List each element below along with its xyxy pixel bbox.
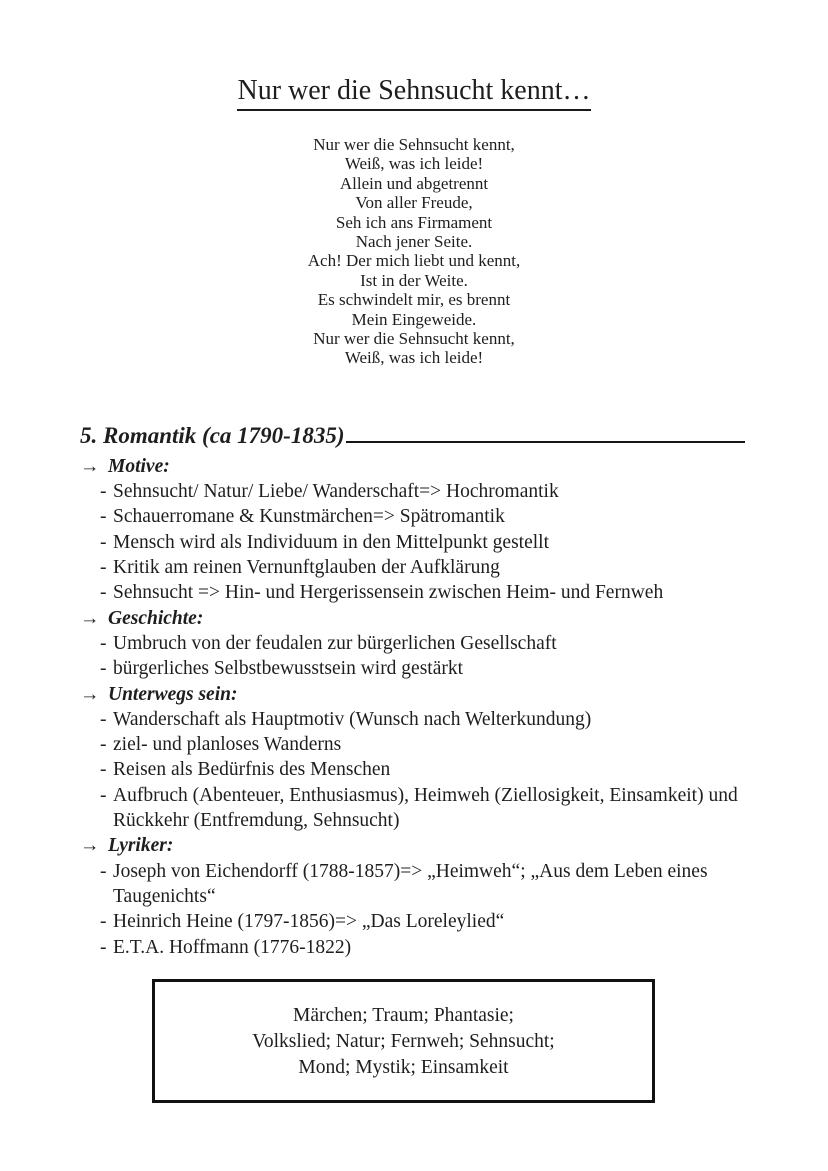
list-item [80,631,745,656]
list-item [80,859,745,910]
list-item [80,580,745,605]
list-item [80,757,745,782]
bullet-dash: - [100,582,107,604]
heading-underscore-rule [346,441,746,443]
bullet-dash: - [100,481,107,503]
section-heading [80,422,745,449]
list-item [80,909,745,934]
list-item-text: Kritik am reinen Vernunftglauben der Aufklärung [113,557,500,579]
poem-line: Nach jener Seite. [355,232,473,252]
poem-line: Ist in der Weite. [360,270,468,290]
list-item [80,732,745,757]
keyword-line: Volkslied; Natur; Fernweh; Sehnsucht; [252,1031,555,1052]
list-item-text: Schauerromane & Kunstmärchen=> Spätromantik [113,506,505,528]
bullet-dash: - [100,708,107,730]
poem-line: Mein Eingeweide. [351,309,477,329]
list-item-text: Heinrich Heine (1797-1856)=> „Das Loreleylied“ [113,911,505,933]
list-item-text: Umbruch von der feudalen zur bürgerlichen Gesellschaft [113,632,557,654]
poem [0,135,828,368]
keyword-line: Mond; Mystik; Einsamkeit [298,1057,509,1078]
bullet-dash: - [100,531,107,553]
group-label-geschichte [80,606,745,631]
bullet-dash: - [100,759,107,781]
section-romantik [0,422,828,960]
section-heading-text: 5. Romantik (ca 1790-1835) [80,422,345,448]
group-label-unterwegs-sein [80,682,745,707]
keyword-line: Märchen; Traum; Phantasie; [293,1005,514,1026]
right-arrow-icon: → [80,835,100,857]
list-item [80,504,745,529]
list-item-text: Sehnsucht => Hin- und Hergerissensein zwischen Heim- und Fernweh [113,582,664,604]
poem-line: Nur wer die Sehnsucht kennt, [313,329,515,349]
poem-line: Es schwindelt mir, es brennt [317,290,511,310]
group-label-lyriker [80,833,745,858]
bullet-dash: - [100,632,107,654]
bullet-dash: - [100,784,107,806]
keywords-box [152,979,655,1103]
bullet-dash: - [100,860,107,882]
list-item-text: bürgerliches Selbstbewusstsein wird gestärkt [113,658,464,680]
list-item-text: E.T.A. Hoffmann (1776-1822) [113,936,352,958]
group-label-text: Geschichte: [108,607,204,629]
poem-line: Nur wer die Sehnsucht kennt, [313,135,515,154]
list-item-text: Reisen als Bedürfnis des Menschen [113,759,391,781]
group-label-text: Unterwegs sein: [108,683,238,705]
list-item [80,707,745,732]
bullet-dash: - [100,506,107,528]
poem-line: Seh ich ans Firmament [335,212,493,232]
list-item [80,555,745,580]
bullet-dash: - [100,936,107,958]
list-item-text: Wanderschaft als Hauptmotiv (Wunsch nach Welterkundung) [113,708,592,730]
page-title [0,0,828,111]
poem-line: Weiß, was ich leide! [344,348,484,368]
group-label-text: Motive: [108,455,170,477]
poem-line: Weiß, was ich leide! [344,154,484,174]
poem-line: Von aller Freude, [355,193,473,213]
right-arrow-icon: → [80,455,100,477]
outline-list [80,454,745,960]
right-arrow-icon: → [80,683,100,705]
list-item [80,783,745,834]
bullet-dash: - [100,658,107,680]
list-item [80,656,745,681]
group-label-text: Lyriker: [108,835,174,857]
list-item-text: ziel- und planloses Wanderns [113,734,342,756]
list-item [80,530,745,555]
list-item-text: Aufbruch (Abenteuer, Enthusiasmus), Heimweh (Ziellosigkeit, Einsamkeit) und Rückkehr (Entfremdung, Sehnsucht) [113,784,738,832]
poem-line: Ach! Der mich liebt und kennt, [307,251,521,271]
group-label-motive [80,454,745,479]
list-item-text: Sehnsucht/ Natur/ Liebe/ Wanderschaft=> Hochromantik [113,481,559,503]
bullet-dash: - [100,911,107,933]
bullet-dash: - [100,734,107,756]
right-arrow-icon: → [80,607,100,629]
list-item [80,479,745,504]
page-title-text: Nur wer die Sehnsucht kennt… [237,76,590,111]
list-item-text: Mensch wird als Individuum in den Mittelpunkt gestellt [113,531,549,553]
bullet-dash: - [100,557,107,579]
list-item-text: Joseph von Eichendorff (1788-1857)=> „Heimweh“; „Aus dem Leben eines Taugenichts“ [113,860,708,907]
list-item [80,935,745,960]
poem-line: Allein und abgetrennt [339,173,489,193]
